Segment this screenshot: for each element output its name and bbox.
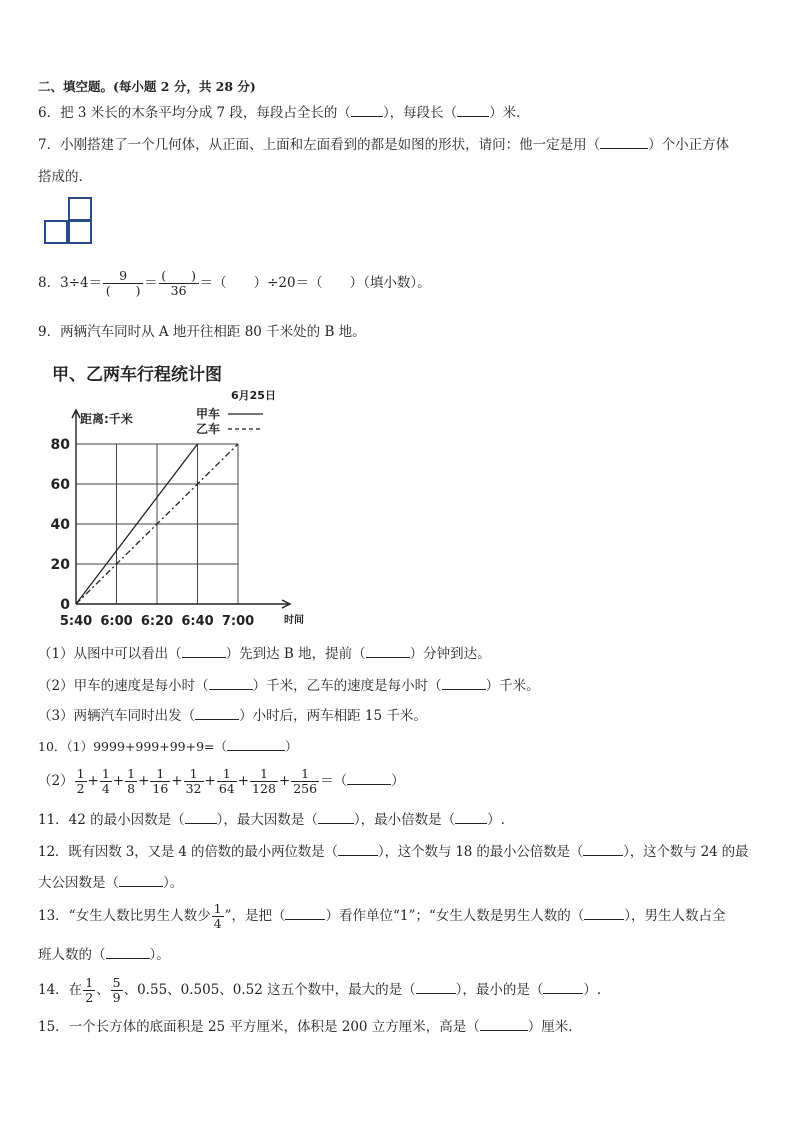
fraction: $\frac{1}{4}$ xyxy=(213,901,222,931)
answer-blank xyxy=(338,855,378,856)
question-10-1: 10．（1）9999+999+99+9=（ ） xyxy=(38,739,298,754)
plus-sign: + xyxy=(237,773,250,789)
answer-blank xyxy=(584,919,624,920)
y-tick-label: 60 xyxy=(50,477,70,493)
fraction-numerator: 1 xyxy=(217,767,237,782)
fraction xyxy=(184,767,204,796)
fraction-denominator: 8 xyxy=(127,781,136,796)
plus-sign: + xyxy=(204,773,216,789)
plus-sign: + xyxy=(278,773,291,789)
question-9-3: （3）两辆汽车同时出发（ ）小时后，两车相距 15 千米。 xyxy=(38,708,427,724)
answer-blank xyxy=(227,750,285,751)
fraction-numerator: 1 xyxy=(101,766,110,781)
question-12-line2: 大公因数是（ ）。 xyxy=(38,875,184,891)
fraction: $\frac{( )}{36}$ xyxy=(159,269,199,298)
fraction xyxy=(125,767,137,796)
fraction-numerator: 1 xyxy=(250,767,278,782)
fraction-numerator: 1 xyxy=(127,766,136,781)
question-7: 7．小刚搭建了一个几何体，从正面、上面和左面看到的都是如图的形状，请问：他一定是用（ ）个小正方体 xyxy=(38,137,730,153)
chart-axes xyxy=(72,410,290,608)
x-tick-label: 6:00 xyxy=(100,614,133,629)
fraction xyxy=(217,767,237,796)
fraction: $\frac{9}{( )}$ xyxy=(103,269,143,298)
answer-blank xyxy=(106,958,150,959)
question-9-1: （1）从图中可以看出（ ）先到达 B 地，提前（ ）分钟到达。 xyxy=(38,646,491,662)
fraction xyxy=(291,767,319,796)
fraction-denominator: 256 xyxy=(293,781,318,796)
y-tick-label: 0 xyxy=(60,597,70,613)
figure-square xyxy=(68,197,92,221)
chart-legend xyxy=(196,406,263,436)
x-axis-label: 时间 xyxy=(284,615,304,626)
fraction xyxy=(100,767,112,796)
fraction-denominator: 16 xyxy=(152,781,169,796)
answer-blank xyxy=(366,657,410,658)
y-tick-label: 40 xyxy=(50,517,70,533)
y-axis-label: 距离:千米 xyxy=(80,412,133,426)
fraction-numerator: 1 xyxy=(184,767,204,782)
chart-date: 6月25日 xyxy=(231,389,276,402)
answer-blank xyxy=(182,657,226,658)
fraction-denominator: 32 xyxy=(185,781,202,796)
fraction xyxy=(250,767,278,796)
fraction-denominator: 4 xyxy=(101,781,110,796)
answer-blank xyxy=(318,823,354,824)
figure-square xyxy=(68,220,92,244)
question-14: 14．在 $\frac{1}{2}$ 、 $\frac{5}{9}$ 、0.55、0.505、0.52 这五个数中，最大的是（ ），最小的是（ ）. xyxy=(38,975,602,1005)
plus-sign: + xyxy=(112,773,125,789)
answer-blank xyxy=(416,993,456,994)
answer-blank xyxy=(209,689,253,690)
x-tick-label: 6:20 xyxy=(140,614,174,629)
question-15: 15．一个长方体的底面积是 25 平方厘米，体积是 200 立方厘米，高是（ ）厘米． xyxy=(38,1019,582,1035)
y-tick-label: 20 xyxy=(50,557,70,573)
travel-chart xyxy=(36,355,306,630)
answer-blank xyxy=(543,993,583,994)
fraction-denominator: 64 xyxy=(218,781,235,796)
answer-blank xyxy=(285,919,325,920)
answer-blank xyxy=(119,886,163,887)
question-10-2: （2） $\frac{1}{2}$ + $\frac{1}{4}$ + $\frac{1}{8}$ + $\frac{1}{16}$ + $\frac{1}{32}$ + $\frac{1}{64}$ + $\frac{1}{128}$ + $\frac{1}{256}$ ＝（ ） xyxy=(38,766,405,796)
fraction: $\frac{5}{9}$ xyxy=(112,975,121,1005)
answer-blank xyxy=(600,148,648,149)
fraction-numerator: 1 xyxy=(76,766,85,781)
answer-blank xyxy=(195,719,239,720)
fraction-numerator: 1 xyxy=(291,767,319,782)
answer-blank xyxy=(351,116,383,117)
answer-blank xyxy=(480,1030,528,1031)
x-tick-label: 5:40 xyxy=(59,614,93,629)
section-title: 二、填空题。(每小题 2 分，共 28 分) xyxy=(38,79,256,94)
question-9-2: （2）甲车的速度是每小时（ ）千米，乙车的速度是每小时（ ）千米。 xyxy=(38,678,540,694)
legend-label: 甲车 xyxy=(196,407,221,421)
fraction-numerator: 1 xyxy=(150,767,170,782)
figure-square xyxy=(44,220,68,244)
answer-blank xyxy=(442,689,486,690)
answer-blank xyxy=(455,823,487,824)
answer-blank xyxy=(457,116,489,117)
legend-label: 乙车 xyxy=(196,422,221,436)
chart-title: 甲、乙两车行程统计图 xyxy=(52,365,222,385)
x-tick-label: 7:00 xyxy=(221,614,255,629)
y-tick-label: 80 xyxy=(50,437,70,453)
question-11: 11．42 的最小因数是（ ），最大因数是（ ），最小倍数是（ ）. xyxy=(38,812,505,828)
question-8: 8．3÷4＝ $\frac{9}{( )}$ ＝ $\frac{( )}{36}$ ＝（ ）÷20＝（ ）（填小数）。 xyxy=(38,268,431,298)
question-6: 6．把 3 米长的木条平均分成 7 段，每段占全长的（ ），每段长（ ）米． xyxy=(38,105,530,121)
answer-blank xyxy=(347,784,391,785)
answer-blank xyxy=(185,823,217,824)
chart-ticks xyxy=(51,437,255,629)
plus-sign: + xyxy=(87,773,99,789)
question-13: 13．“女生人数比男生人数少 $\frac{1}{4}$ ”，是把（ ）看作单位“1”；“女生人数是男生人数的（ ），男生人数占全 xyxy=(38,901,726,931)
question-9: 9．两辆汽车同时从 A 地开往相距 80 千米处的 B 地。 xyxy=(38,324,366,340)
plus-sign: + xyxy=(171,773,183,789)
plus-sign: + xyxy=(138,773,150,789)
question-12: 12．既有因数 3，又是 4 的倍数的最小两位数是（ ），这个数与 18 的最小公倍数是（ ），这个数与 24 的最 xyxy=(38,844,749,860)
question-13-line2: 班人数的（ ）。 xyxy=(38,947,170,963)
x-tick-label: 6:40 xyxy=(181,614,214,629)
question-7-line2: 搭成的． xyxy=(38,169,92,185)
answer-blank xyxy=(583,855,623,856)
fraction-denominator: 128 xyxy=(252,781,276,796)
fraction: $\frac{1}{2}$ xyxy=(85,975,94,1005)
fraction xyxy=(75,767,87,796)
fraction xyxy=(150,767,170,796)
fraction-denominator: 2 xyxy=(76,781,85,796)
